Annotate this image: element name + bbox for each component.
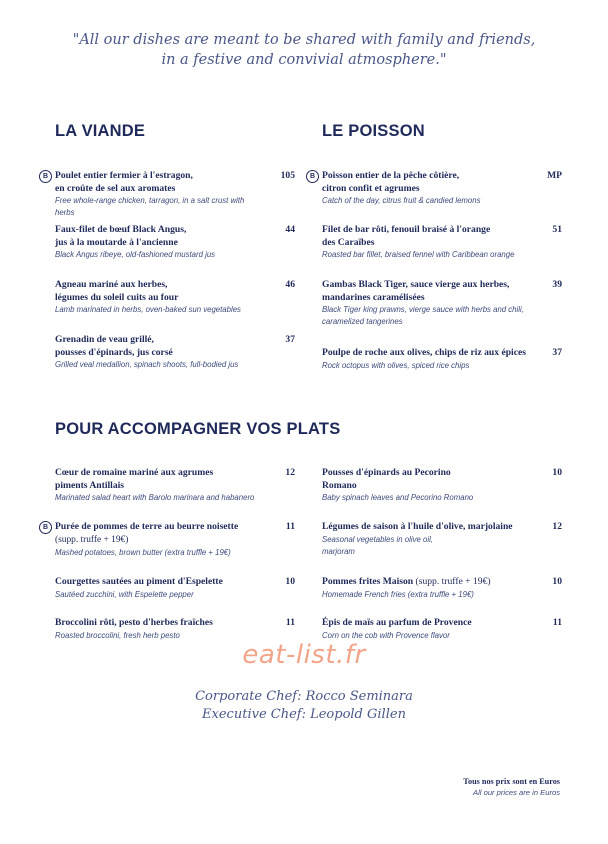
- item-description: Baby spinach leaves and Pecorino Romano: [322, 493, 474, 502]
- chef-credits: [0, 688, 608, 724]
- corporate-chef: Corporate Chef: Rocco Seminara: [195, 689, 413, 704]
- item-description: Sautéed zucchini, with Espelette pepper: [55, 589, 194, 599]
- item-description: Free whole-range chicken, tarragon, in a salt crust with herbs: [55, 196, 245, 217]
- item-name: Pousses d'épinards au Pecorino: [322, 467, 451, 478]
- item-name-cont: pousses d'épinards, jus corsé: [55, 346, 173, 358]
- intro-quote-line-2: in a festive and convivial atmosphere.": [161, 52, 447, 68]
- menu-item: [55, 467, 295, 504]
- section-title-viande: LA VIANDE: [55, 122, 146, 140]
- item-price: 10: [552, 576, 562, 587]
- item-supplement: (supp. truffe + 19€): [55, 534, 129, 545]
- item-name-cont: en croûte de sel aux aromates: [55, 182, 176, 194]
- intro-quote-line-1: "All our dishes are meant to be shared with family and friends,: [72, 32, 536, 48]
- item-name-cont: mandarines caramélisées: [322, 291, 425, 303]
- item-price: 10: [552, 467, 562, 478]
- item-name: Épis de maïs au parfum de Provence: [322, 617, 472, 628]
- item-name-cont: piments Antillais: [55, 479, 125, 491]
- price-note-en: All our prices are in Euros: [473, 788, 560, 797]
- price-note-fr: Tous nos prix sont en Euros: [463, 777, 560, 786]
- item-name-cont: des Caraïbes: [322, 236, 375, 248]
- item-description-cont: marjoram: [322, 546, 355, 556]
- item-description: Marinated salad heart with Barolo marinara and habanero: [55, 493, 255, 502]
- item-name: Filet de bar rôti, fenouil braisé à l'orange: [322, 224, 491, 235]
- item-supplement: (supp. truffe + 19€): [413, 576, 491, 587]
- item-description: Corn on the cob with Provence flavor: [322, 630, 450, 640]
- item-name: Grenadin de veau grillé,: [55, 334, 154, 345]
- item-price: 12: [552, 521, 562, 532]
- item-name-cont: citron confit et agrumes: [322, 182, 420, 194]
- price-note: [463, 776, 560, 798]
- item-name: Cœur de romaine mariné aux agrumes: [55, 467, 214, 478]
- section-title-poisson: LE POISSON: [322, 122, 425, 140]
- item-name: Broccolini rôti, pesto d'herbes fraîches: [55, 617, 213, 628]
- item-name: Agneau mariné aux herbes,: [55, 279, 168, 290]
- menu-item: [42, 170, 295, 219]
- item-name-cont: jus à la moutarde à l'ancienne: [55, 236, 178, 248]
- menu-item: [55, 334, 295, 371]
- item-name-cont: Romano: [322, 479, 357, 491]
- item-description: Catch of the day, citrus fruit & candied lemons: [322, 196, 481, 205]
- item-name: Purée de pommes de terre au beurre noisette: [55, 521, 239, 532]
- item-name: Poulet entier fermier à l'estragon,: [55, 170, 193, 181]
- menu-item: [55, 617, 295, 642]
- item-price: 12: [285, 467, 295, 478]
- item-description: Homemade French fries (extra truffle + 19€): [322, 589, 474, 599]
- item-name-main: Pommes frites Maison: [322, 576, 414, 587]
- menu-item: [309, 170, 562, 207]
- item-description-cont: caramelized tangerines: [322, 317, 403, 326]
- menu-item: [55, 576, 295, 601]
- badge-icon: B: [39, 521, 52, 534]
- item-price: 11: [552, 617, 562, 628]
- item-price: 11: [285, 521, 295, 532]
- item-description: Mashed potatoes, brown butter (extra truffle + 19€): [55, 547, 231, 557]
- item-name: [322, 576, 526, 589]
- item-price: 105: [280, 170, 295, 181]
- item-name: Faux-filet de bœuf Black Angus,: [55, 224, 187, 235]
- menu-item: [55, 224, 295, 261]
- item-description: Black Angus ribeye, old-fashioned mustard jus: [55, 250, 216, 259]
- item-price: 11: [285, 617, 295, 628]
- item-name: Poulpe de roche aux olives, chips de riz aux épices: [322, 347, 526, 358]
- menu-item: [42, 521, 295, 559]
- item-description: Seasonal vegetables in olive oil,: [322, 534, 433, 544]
- menu-item: [322, 347, 562, 372]
- item-name: Poisson entier de la pêche côtière,: [322, 170, 460, 181]
- item-price: MP: [547, 170, 562, 181]
- item-price: 37: [552, 347, 562, 358]
- item-description: Grilled veal medallion, spinach shoots, full-bodied jus: [55, 360, 239, 369]
- item-description: Roasted broccolini, fresh herb pesto: [55, 630, 180, 640]
- menu-item: [322, 576, 562, 601]
- item-price: 39: [552, 279, 562, 290]
- intro-quote: [0, 30, 608, 70]
- menu-item: [55, 279, 295, 316]
- badge-icon: B: [39, 170, 52, 183]
- item-name: Légumes de saison à l'huile d'olive, marjolaine: [322, 521, 513, 532]
- item-name-cont: légumes du soleil cuits au four: [55, 291, 179, 303]
- menu-item: [322, 467, 562, 504]
- item-price: 51: [552, 224, 562, 235]
- item-name: Courgettes sautées au piment d'Espelette: [55, 576, 223, 587]
- section-title-accompagner: POUR ACCOMPAGNER VOS PLATS: [55, 420, 341, 438]
- menu-item: [322, 521, 562, 558]
- item-price: 37: [285, 334, 295, 345]
- item-name: Gambas Black Tiger, sauce vierge aux herbes,: [322, 279, 510, 290]
- executive-chef: Executive Chef: Leopold Gillen: [202, 707, 406, 722]
- item-description: Rock octopus with olives, spiced rice chips: [322, 360, 470, 370]
- badge-icon: B: [306, 170, 319, 183]
- item-description: Lamb marinated in herbs, oven-baked sun vegetables: [55, 305, 241, 314]
- item-price: 10: [285, 576, 295, 587]
- watermark: eat-list.fr: [242, 640, 366, 670]
- item-price: 46: [285, 279, 295, 290]
- menu-item: [322, 279, 562, 328]
- item-description: Black Tiger king prawns, vierge sauce with herbs and chili,: [322, 305, 524, 314]
- item-price: 44: [285, 224, 295, 235]
- item-description: Roasted bar fillet, braised fennel with Caribbean orange: [322, 250, 515, 259]
- menu-item: [322, 224, 562, 261]
- menu-item: [322, 617, 562, 642]
